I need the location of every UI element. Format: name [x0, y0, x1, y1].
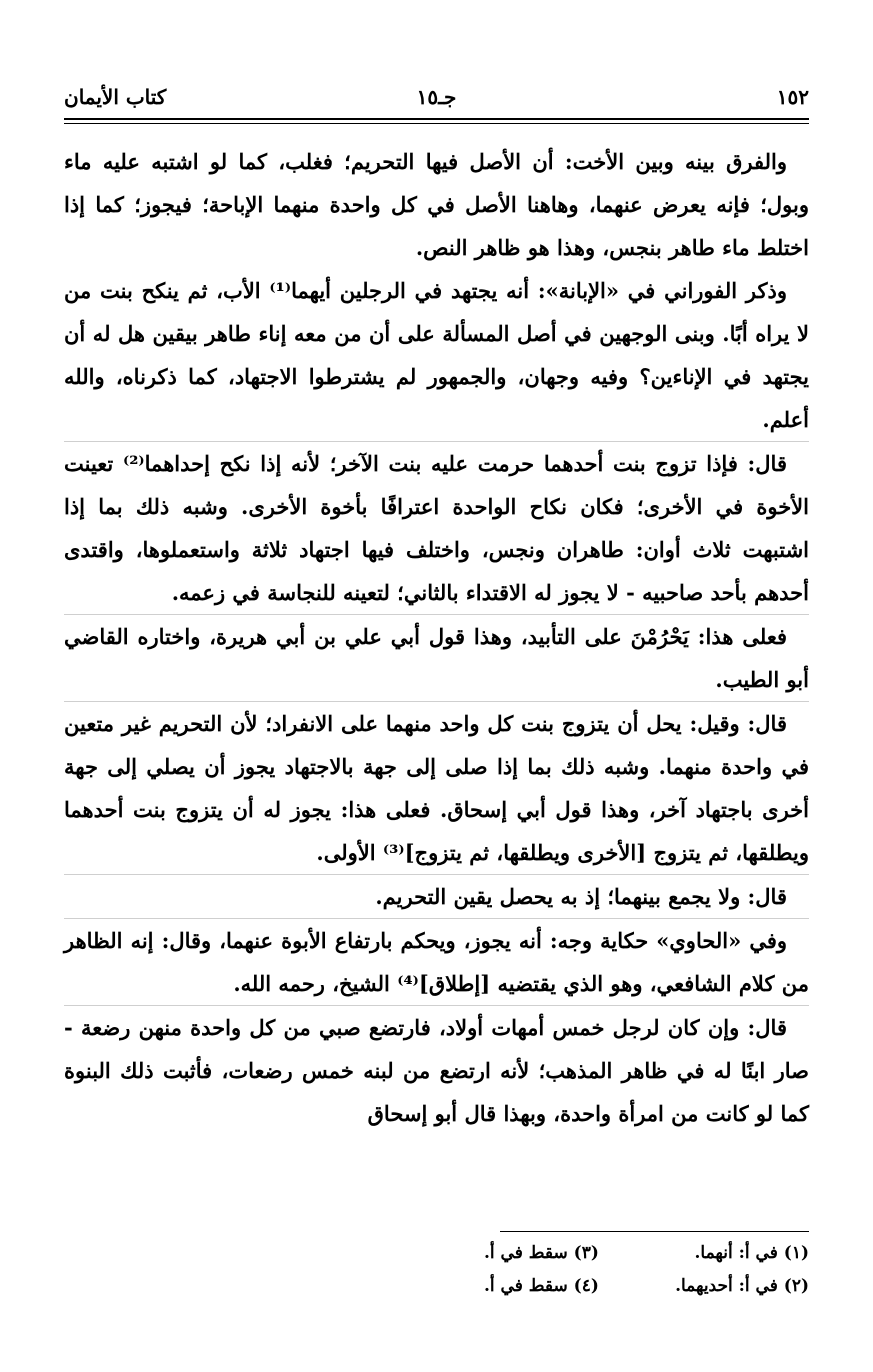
- paragraph: قال: ولا يجمع بينهما؛ إذ به يحصل يقين التحريم.: [64, 874, 809, 918]
- footnotes: [64, 1238, 809, 1304]
- paragraph: فعلى هذا: يَحْرُمْنَ على التأبيد، وهذا قول أبي علي بن أبي هريرة، واختاره القاضي أبو الطيب.: [64, 614, 809, 701]
- book-title: كتاب الأيمان: [64, 85, 167, 109]
- footnote: (١) في أ: أنهما.: [694, 1243, 809, 1263]
- paragraph: وفي «الحاوي» حكاية وجه: أنه يجوز، ويحكم بارتفاع الأبوة عنهما، وقال: إنه الظاهر من كلام الشافعي، وهو الذي يقتضيه [إطلاق]⁽⁴⁾ الشيخ، رحمه الله.: [64, 918, 809, 1005]
- volume-label: جـ١٥: [416, 85, 457, 109]
- paragraph: وذكر الفوراني في «الإبانة»: أنه يجتهد في الرجلين أيهما⁽¹⁾ الأب، ثم ينكح بنت من لا يراه أبًا. وبنى الوجهين في أصل المسألة على أن من معه إناء طاهر بيقين هل له أن يجتهد في الإناءين؟ وفيه وجهان، والجمهور لم يشترطوا الاجتهاد، كما ذكرناه، والله أعلم.: [64, 278, 809, 432]
- page-number: ١٥٢: [776, 85, 809, 109]
- page-header: [64, 80, 809, 114]
- paragraph: قال: وإن كان لرجل خمس أمهات أولاد، فارتضع صبي من كل واحدة منهن رضعة - صار ابنًا له في ظاهر المذهب؛ لأنه ارتضع من لبنه خمس رضعات، فأثبت ذلك البنوة كما لو كانت من امرأة واحدة، وبهذا قال أبو إسحاق: [64, 1005, 809, 1135]
- header-rule-thick: [64, 118, 809, 120]
- main-text: [64, 140, 809, 1135]
- paragraph: قال: فإذا تزوج بنت أحدهما حرمت عليه بنت الآخر؛ لأنه إذا نكح إحداهما⁽²⁾ تعينت الأخوة في الأخرى؛ فكان نكاح الواحدة اعترافًا بأخوة الأخرى. وشبه ذلك بما إذا اشتبهت ثلاث أوان: طاهران ونجس، واختلف فيها اجتهاد ثلاثة واستعملوها، واقتدى أحدهم بأحد صاحبيه - لا يجوز له الاقتداء بالثاني؛ لتعينه للنجاسة في زعمه.: [64, 441, 809, 614]
- footnote: (٢) في أ: أحديهما.: [675, 1276, 809, 1296]
- footnote: (٤) سقط في أ.: [484, 1276, 599, 1296]
- paragraph: قال: وقيل: يحل أن يتزوج بنت كل واحد منهما على الانفراد؛ لأن التحريم غير متعين في واحدة منهما. وشبه ذلك بما إذا صلى إلى جهة بالاجتهاد يجوز أن يصلي إلى جهة أخرى باجتهاد آخر، وهذا قول أبي إسحاق. فعلى هذا: يجوز له أن يتزوج بنت أحدهما ويطلقها، ثم يتزوج [الأخرى ويطلقها، ثم يتزوج]⁽³⁾ الأولى.: [64, 701, 809, 874]
- footnote: (٣) سقط في أ.: [484, 1243, 599, 1263]
- paragraph: والفرق بينه وبين الأخت: أن الأصل فيها التحريم؛ فغلب، كما لو اشتبه عليه ماء وبول؛ فإنه يعرض عنهما، وهاهنا الأصل في كل واحدة منهما الإباحة؛ فيجوز؛ كما إذا اختلط ماء طاهر بنجس، وهذا هو ظاهر النص.: [64, 149, 809, 260]
- footnote-separator: [500, 1231, 809, 1232]
- header-rule-thin: [64, 123, 809, 124]
